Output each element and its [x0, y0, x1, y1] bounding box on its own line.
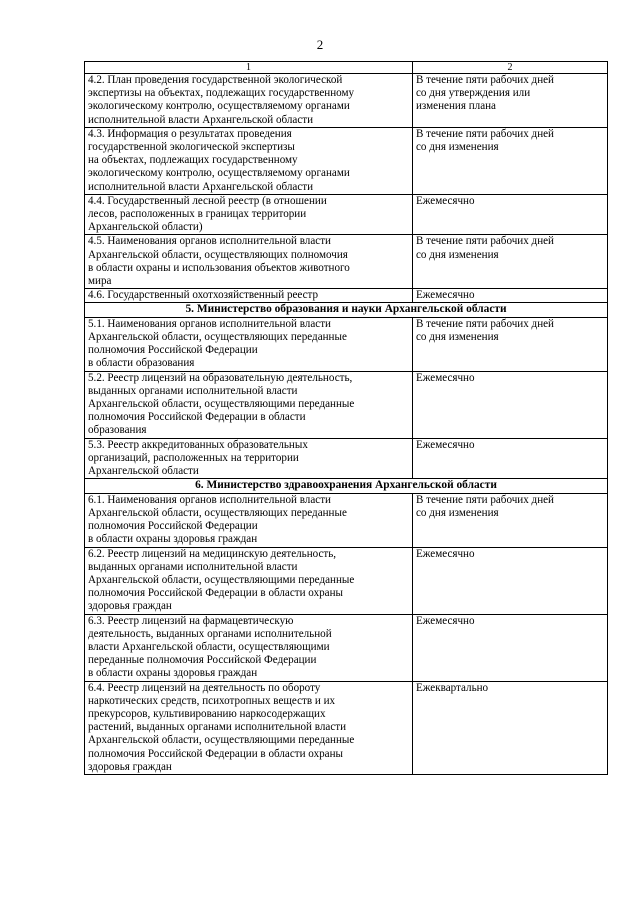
item-name-cell: 6.3. Реестр лицензий на фармацевтическую деятельность, выданных органами исполнительной власти Архангельской области, осуществляющими переданные полномочия Российской Федерации в области охраны здоровья граждан [85, 614, 413, 681]
section-header-row [85, 479, 608, 493]
table-row [85, 681, 608, 774]
item-name-cell: 5.3. Реестр аккредитованных образовательных организаций, расположенных на территории Архангельской области [85, 438, 413, 479]
item-name-cell: 5.1. Наименования органов исполнительной власти Архангельской области, осуществляющих переданные полномочия Российской Федерации в области образования [85, 317, 413, 371]
section-header-row [85, 303, 608, 317]
update-term-cell: Ежемесячно [413, 547, 608, 614]
update-term-cell: Ежемесячно [413, 194, 608, 235]
item-name-cell: 6.1. Наименования органов исполнительной власти Архангельской области, осуществляющих переданные полномочия Российской Федерации в области охраны здоровья граждан [85, 493, 413, 547]
item-name-cell: 4.4. Государственный лесной реестр (в отношении лесов, расположенных в границах территории Архангельской области) [85, 194, 413, 235]
update-term-cell: В течение пяти рабочих дней со дня изменения [413, 235, 608, 289]
table-row [85, 74, 608, 128]
page-number: 2 [316, 37, 324, 52]
update-term-cell: В течение пяти рабочих дней со дня утверждения или изменения плана [413, 74, 608, 128]
update-term-cell: Ежемесячно [413, 289, 608, 303]
update-term-cell: В течение пяти рабочих дней со дня изменения [413, 127, 608, 194]
update-term-cell: Ежемесячно [413, 438, 608, 479]
document-table [84, 61, 608, 775]
column-number-2: 2 [413, 62, 608, 74]
column-number-1: 1 [85, 62, 413, 74]
table-row [85, 371, 608, 438]
table-row [85, 547, 608, 614]
table-row [85, 235, 608, 289]
table-row [85, 493, 608, 547]
item-name-cell: 4.2. План проведения государственной экологической экспертизы на объектах, подлежащих государственному экологическому контролю, осуществляемому органами исполнительной власти Архангельской области [85, 74, 413, 128]
item-name-cell: 5.2. Реестр лицензий на образовательную деятельность, выданных органами исполнительной власти Архангельской области, осуществляющими переданные полномочия Российской Федерации в области образования [85, 371, 413, 438]
update-term-cell: В течение пяти рабочих дней со дня изменения [413, 317, 608, 371]
section-title: 6. Министерство здравоохранения Архангельской области [85, 479, 608, 493]
table-row [85, 614, 608, 681]
table-header-row [85, 62, 608, 74]
item-name-cell: 4.3. Информация о результатах проведения государственной экологической экспертизы на объектах, подлежащих государственному экологическому контролю, осуществляемому органами исполнительной власти Архангельской области [85, 127, 413, 194]
update-term-cell: Ежемесячно [413, 371, 608, 438]
item-name-cell: 6.4. Реестр лицензий на деятельность по обороту наркотических средств, психотропных веществ и их прекурсоров, культивированию наркосодержащих растений, выданных органами исполнительной власти Архангельской области, осуществляющими переданные полномочия Российской Федерации в области охраны здоровья граждан [85, 681, 413, 774]
update-term-cell: Ежеквартально [413, 681, 608, 774]
item-name-cell: 4.5. Наименования органов исполнительной власти Архангельской области, осуществляющих полномочия в области охраны и использования объектов животного мира [85, 235, 413, 289]
table-row [85, 438, 608, 479]
update-term-cell: Ежемесячно [413, 614, 608, 681]
item-name-cell: 6.2. Реестр лицензий на медицинскую деятельность, выданных органами исполнительной власти Архангельской области, осуществляющими переданные полномочия Российской Федерации в области охраны здоровья граждан [85, 547, 413, 614]
table-row [85, 317, 608, 371]
table-row [85, 289, 608, 303]
section-title: 5. Министерство образования и науки Архангельской области [85, 303, 608, 317]
item-name-cell: 4.6. Государственный охотхозяйственный реестр [85, 289, 413, 303]
table-row [85, 127, 608, 194]
table-row [85, 194, 608, 235]
update-term-cell: В течение пяти рабочих дней со дня изменения [413, 493, 608, 547]
